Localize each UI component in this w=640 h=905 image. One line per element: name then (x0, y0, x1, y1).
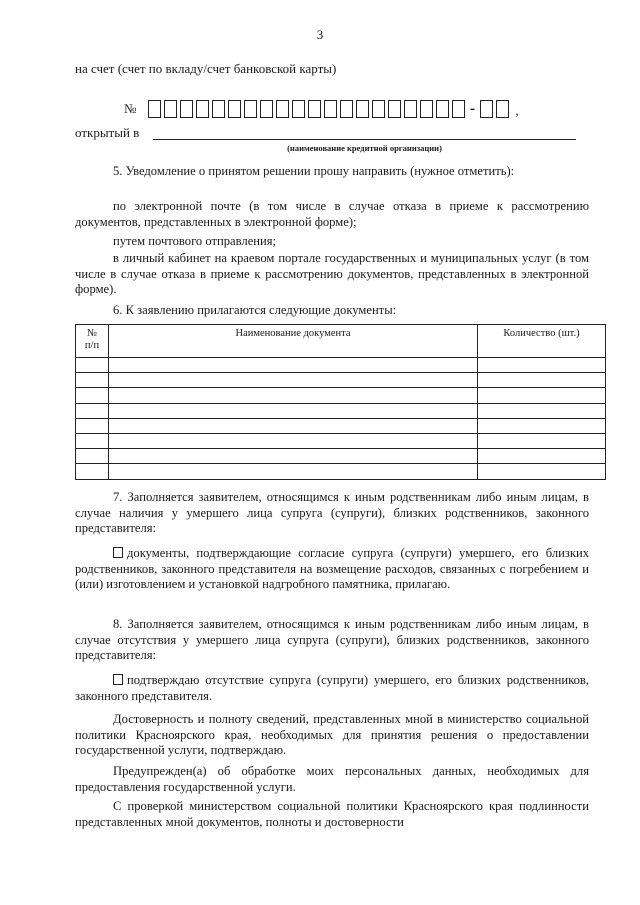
number-sign: № (124, 100, 137, 116)
notify-option-post: путем почтового отправления; (113, 234, 277, 248)
opened-in-label: открытый в (75, 125, 140, 140)
confirm-verification: С проверкой министерством социальной политики Красноярского края подлинности представленных мной документов, полноты и достоверности (75, 799, 589, 829)
absence-checkbox[interactable] (113, 674, 123, 685)
account-digit-box[interactable] (308, 100, 321, 118)
account-digit-box[interactable] (212, 100, 225, 118)
col-name-header: Наименование документа (109, 325, 478, 358)
account-line: на счет (счет по вкладу/счет банковской карты) (75, 61, 337, 76)
account-digit-box[interactable] (292, 100, 305, 118)
notify-option-email: по электронной почте (в том числе в случае отказа в приеме к рассмотрению документов, представленных в электронной форме); (75, 199, 589, 229)
table-row[interactable] (76, 373, 606, 388)
account-trail: , (515, 102, 519, 118)
table-row[interactable] (76, 449, 606, 464)
account-digit-box[interactable] (388, 100, 401, 118)
confirm-personal-data: Предупрежден(а) об обработке моих персональных данных, необходимых для предоставления государственной услуги. (75, 764, 589, 794)
account-number-field[interactable] (124, 99, 519, 119)
section-7-title: 7. Заполняется заявителем, относящимся к иным родственникам либо иным лицам, в случае наличия у умершего лица супруга (супруги), близких родственников, законного представителя: (75, 490, 589, 536)
bank-name-line[interactable] (153, 139, 576, 140)
consent-text: документы, подтверждающие согласие супруга (супруги) умершего, его близких родственников, законного представителя на возмещение расходов, связанных с погребением и (или) изготовлением и установкой надгробного памятника, прилагаю. (75, 546, 589, 592)
bank-name-caption: (наименование кредитной организации) (287, 143, 442, 153)
account-digit-box[interactable] (496, 100, 509, 118)
table-row[interactable] (76, 403, 606, 418)
documents-table (75, 324, 606, 480)
table-header-row (76, 325, 606, 358)
table-row[interactable] (76, 464, 606, 479)
account-suffix-boxes[interactable] (480, 101, 512, 115)
account-digit-box[interactable] (452, 100, 465, 118)
account-digit-box[interactable] (340, 100, 353, 118)
consent-checkbox[interactable] (113, 547, 123, 558)
table-row[interactable] (76, 358, 606, 373)
account-digit-box[interactable] (480, 100, 493, 118)
table-row[interactable] (76, 418, 606, 433)
section-8-confirm (75, 673, 589, 704)
col-number-header: № п/п (76, 325, 109, 358)
account-digit-box[interactable] (436, 100, 449, 118)
page-number: 3 (316, 27, 324, 42)
account-separator: - (469, 100, 476, 117)
account-digit-box[interactable] (356, 100, 369, 118)
account-digit-box[interactable] (260, 100, 273, 118)
section-5-title: 5. Уведомление о принятом решении прошу направить (нужное отметить): (113, 164, 515, 178)
account-digit-box[interactable] (244, 100, 257, 118)
notify-option-portal: в личный кабинет на краевом портале государственных и муниципальных услуг (в том числе в случае отказа в приеме к рассмотрению документов, представленных в электронной форме). (75, 251, 589, 297)
account-digit-box[interactable] (276, 100, 289, 118)
col-qty-header: Количество (шт.) (478, 325, 606, 358)
section-6-title: 6. К заявлению прилагаются следующие документы: (113, 303, 397, 317)
table-row[interactable] (76, 388, 606, 403)
account-digit-box[interactable] (180, 100, 193, 118)
account-digit-boxes[interactable] (148, 101, 468, 115)
account-digit-box[interactable] (420, 100, 433, 118)
confirm-accuracy: Достоверность и полноту сведений, представленных мной в министерство социальной политики Красноярского края, необходимых для принятия решения о предоставлении государственной услуги, подтверждаю. (75, 712, 589, 758)
table-row[interactable] (76, 433, 606, 448)
section-8-title: 8. Заполняется заявителем, относящимся к иным родственникам либо иным лицам, в случае отсутствия у умершего лица супруга (супруги), близких родственников, законного представителя: (75, 617, 589, 663)
absence-text: подтверждаю отсутствие супруга (супруги) умершего, его близких родственников, законного представителя. (75, 673, 589, 703)
account-digit-box[interactable] (324, 100, 337, 118)
section-7-consent (75, 546, 589, 593)
account-digit-box[interactable] (228, 100, 241, 118)
account-digit-box[interactable] (404, 100, 417, 118)
account-digit-box[interactable] (164, 100, 177, 118)
account-digit-box[interactable] (372, 100, 385, 118)
account-digit-box[interactable] (148, 100, 161, 118)
account-digit-box[interactable] (196, 100, 209, 118)
